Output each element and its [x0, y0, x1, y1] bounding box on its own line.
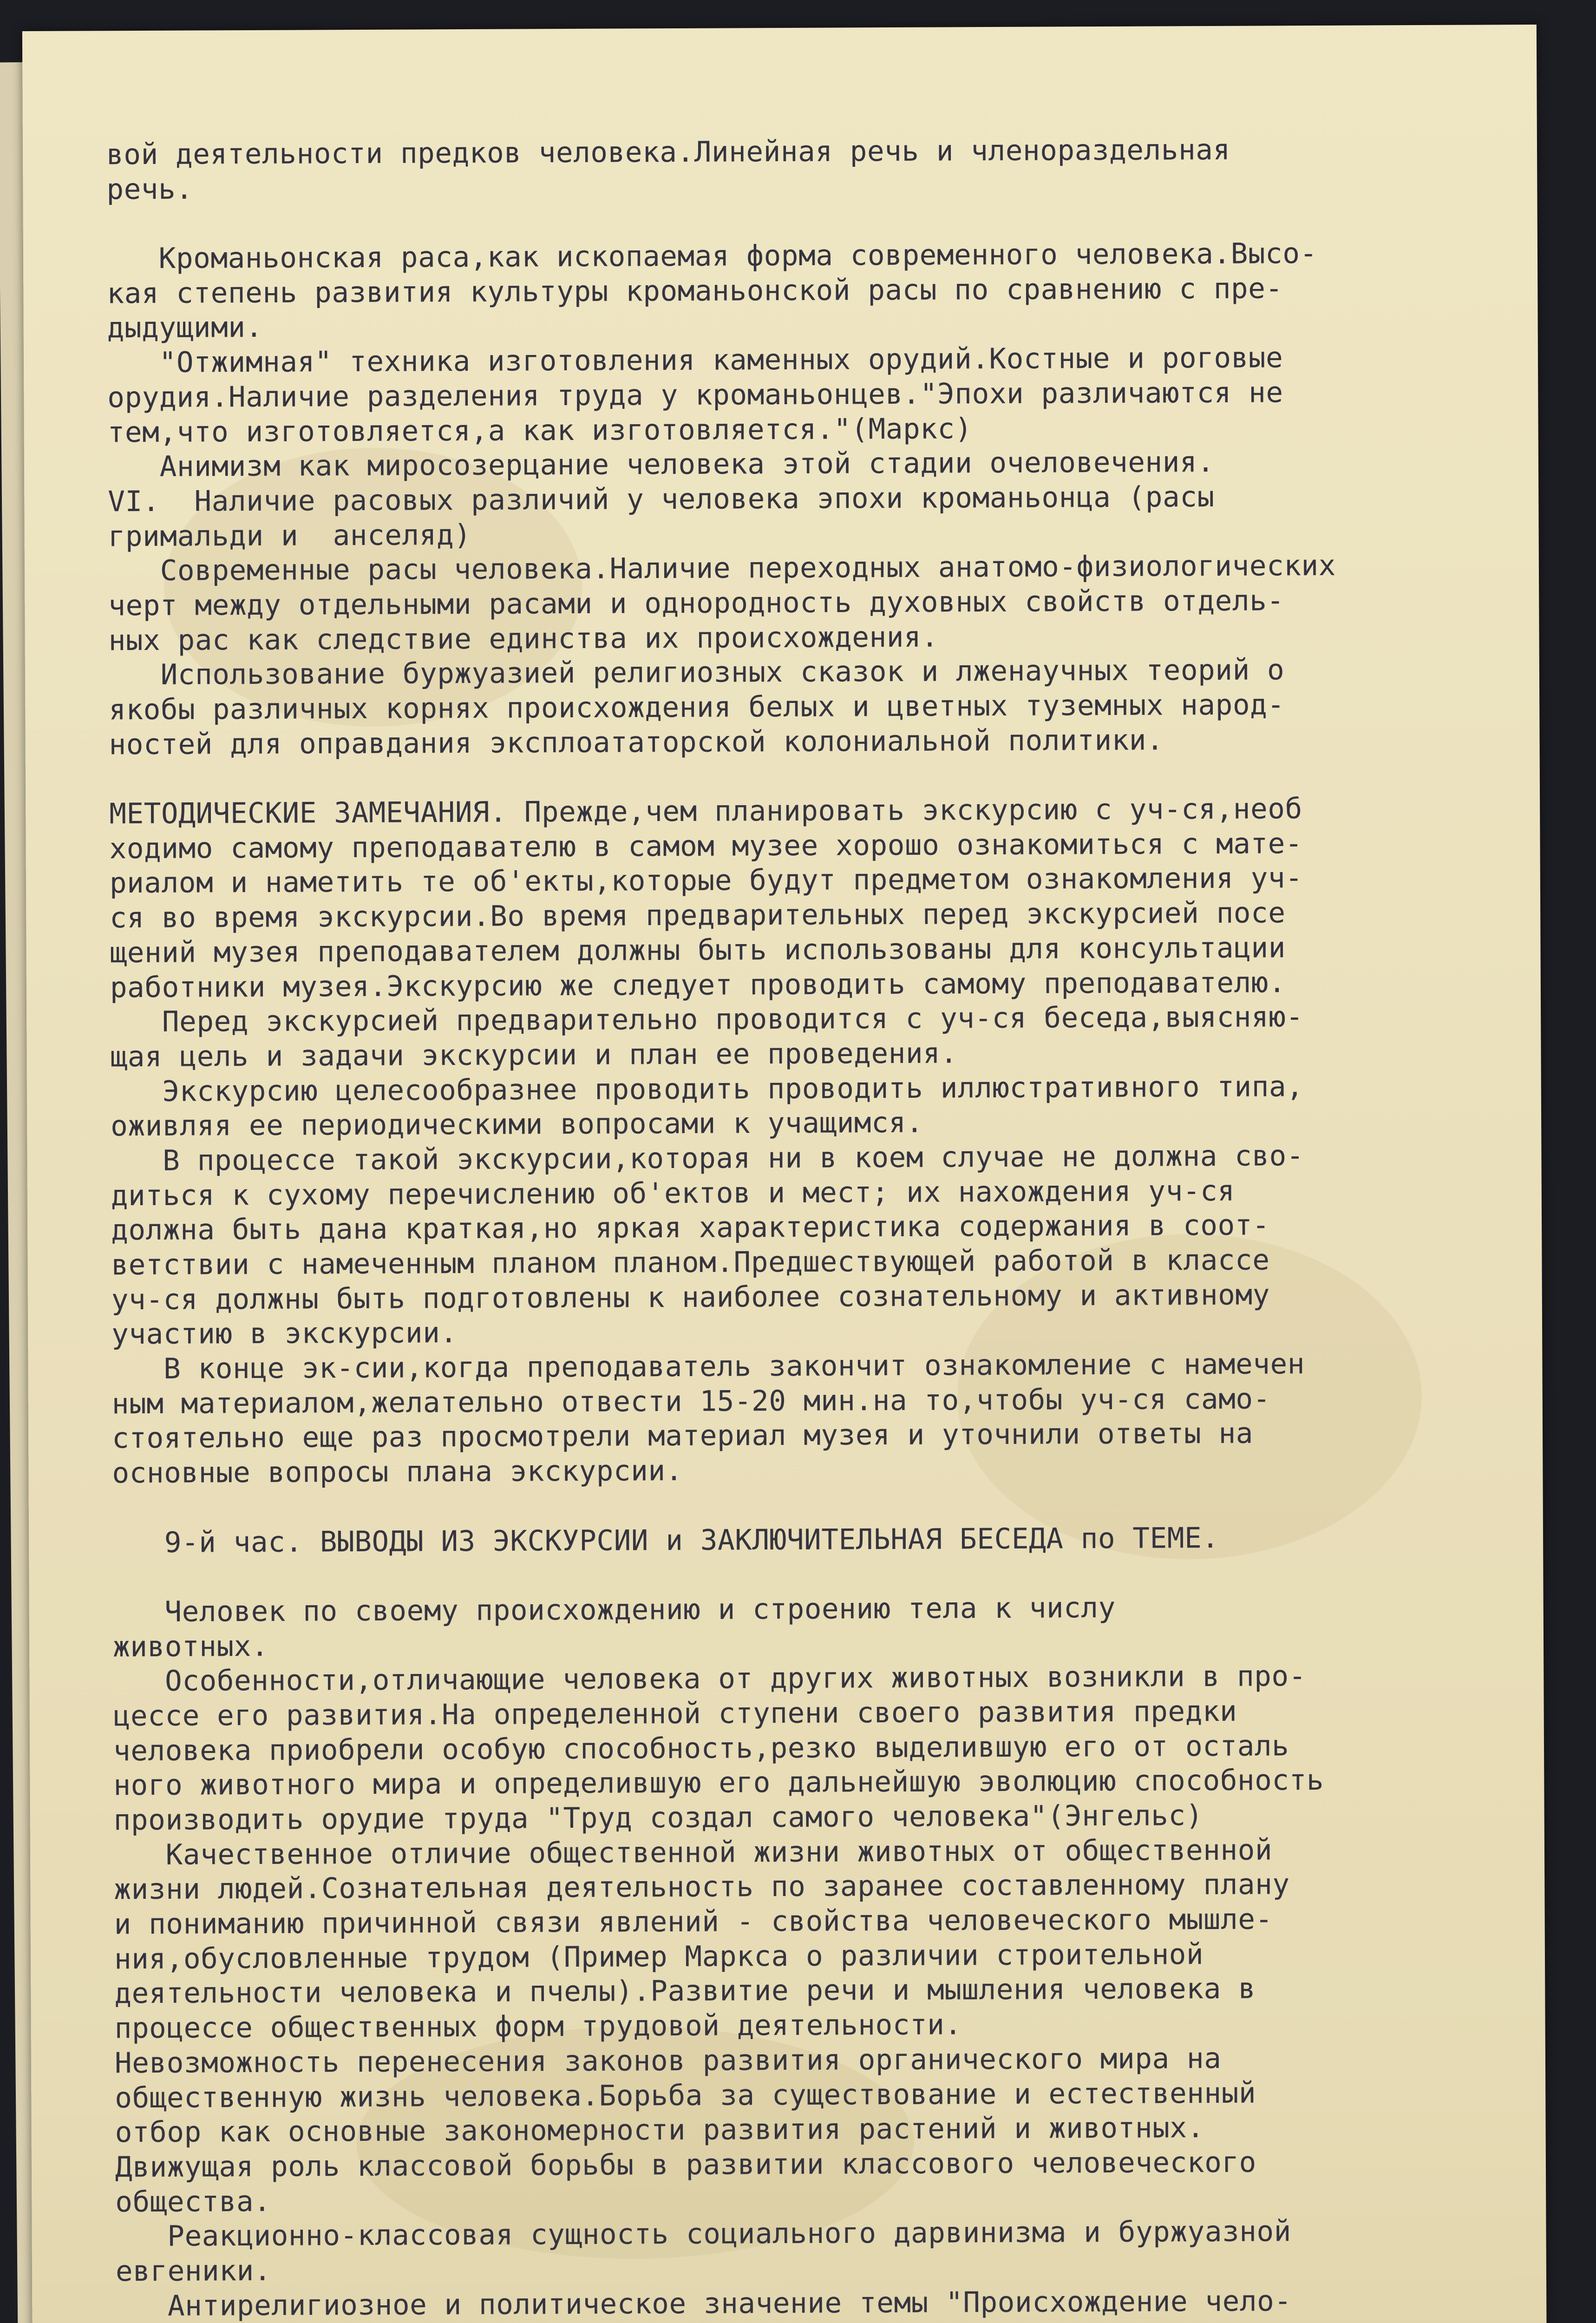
text-line: деятельности человека и пчелы).Развитие речи и мышления человека в — [114, 1972, 1256, 2010]
text-line: Особенности,отличающие человека от других животных возникли в про- — [113, 1660, 1307, 1698]
text-line: Современные расы человека.Наличие переходных анатомо-физиологических — [108, 549, 1336, 588]
text-line: якобы различных корнях происхождения белых и цветных туземных народ- — [109, 688, 1285, 727]
text-line: риалом и наметить те об'екты,которые будут предметом ознакомления уч- — [109, 861, 1303, 900]
text-line: евгеники. — [115, 2254, 272, 2288]
text-line: кая степень развития культуры кроманьонской расы по сравнению с пре- — [107, 272, 1283, 310]
text-line: речь. — [106, 172, 193, 206]
text-line: Реакционно-классовая сущность социального дарвинизма и буржуазной — [115, 2215, 1292, 2253]
text-line: щая цель и задачи экскурсии и план ее проведения. — [110, 1037, 958, 1074]
text-line: ся во время экскурсии.Во время предварительных перед экскурсией посе — [110, 896, 1286, 935]
text-line — [109, 756, 1512, 797]
text-line: Перед экскурсией предварительно проводится с уч-ся беседа,выясняю- — [110, 1000, 1303, 1039]
text-line: уч-ся должны быть подготовлены к наиболее сознательному и активному — [111, 1278, 1270, 1317]
text-line: черт между отдельными расами и однородность духовных свойств отдель- — [108, 584, 1284, 623]
text-line: основные вопросы плана экскурсии. — [112, 1454, 683, 1490]
text-line: отбор как основные закономерности развития растений и животных. — [115, 2111, 1204, 2149]
text-line: животных. — [112, 1629, 269, 1663]
text-line: участию в экскурсии. — [111, 1316, 458, 1351]
text-line: работники музея.Экскурсию же следует проводить самому преподавателю. — [110, 965, 1286, 1004]
text-line — [107, 201, 1510, 242]
text-line: дыдущими. — [107, 311, 263, 345]
text-line: производить орудие труда "Труд создал самого человека"(Энгельс) — [113, 1799, 1204, 1837]
text-line: Качественное отличие общественной жизни животных от общественной — [113, 1833, 1273, 1872]
text-line: ного животного мира и определившую его дальнейшую эволюцию способность — [113, 1764, 1324, 1802]
text-line: человека приобрели особую способность,резко выделившую его от осталь — [113, 1729, 1289, 1767]
text-line: оживляя ее периодическими вопросами к учащимся. — [111, 1106, 923, 1143]
text-line: ностей для оправдания эксплоататорской колониальной политики. — [109, 723, 1164, 761]
text-line: процессе общественных форм трудовой деятельности. — [114, 2008, 962, 2045]
text-line: ходимо самому преподавателю в самом музее хорошо ознакомиться с мате- — [109, 827, 1303, 866]
text-line — [112, 1485, 1515, 1526]
text-line: Человек по своему происхождению и строению тела к числу — [112, 1591, 1116, 1629]
text-line: стоятельно еще раз просмотрели материал музея и уточнили ответы на — [111, 1417, 1254, 1455]
text-line: цессе его развития.На определенной ступени своего развития предки — [113, 1694, 1237, 1733]
document-page — [22, 25, 1548, 2323]
text-line: Экскурсию целесообразнее проводить проводить иллюстративного типа, — [110, 1070, 1304, 1108]
text-line: В конце эк-сии,когда преподаватель закончит ознакомление с намечен — [111, 1347, 1305, 1386]
text-line: вой деятельности предков человека.Линейная речь и членораздельная — [106, 133, 1230, 171]
text-line: ветствии с намеченным планом планом.Предшествующей работой в классе — [111, 1243, 1270, 1282]
text-line — [112, 1554, 1515, 1595]
text-line: общественную жизнь человека.Борьба за существование и естественный — [115, 2076, 1256, 2114]
text-line: должна быть дана краткая,но яркая характеристика содержания в соот- — [111, 1208, 1270, 1247]
text-line: щений музея преподавателем должны быть использованы для консультации — [110, 931, 1286, 970]
text-line: Невозможность перенесения законов развития органического мира на — [114, 2041, 1222, 2080]
text-line: орудия.Наличие разделения труда у кроманьонцев."Эпохи различаются не — [107, 376, 1283, 414]
text-line: гримальди и анселяд) — [108, 518, 471, 553]
text-line: и пониманию причинной связи явлений - свойства человеческого мышле- — [114, 1903, 1273, 1941]
text-line: Использование буржуазией религиозных сказок и лженаучных теорий о — [108, 653, 1285, 692]
text-line: МЕТОДИЧЕСКИЕ ЗАМЕЧАНИЯ. Прежде,чем планировать экскурсию с уч-ся,необ — [109, 792, 1302, 831]
text-line: ным материалом,желательно отвести 15-20 мин.на то,чтобы уч-ся само- — [111, 1382, 1271, 1421]
text-line: общества. — [115, 2185, 271, 2218]
text-line: Антирелигиозное и политическое значение темы "Происхождение чело- — [116, 2284, 1292, 2323]
text-line: "Отжимная" техника изготовления каменных орудий.Костные и роговые — [107, 341, 1283, 380]
text-line: VI. Наличие расовых различий у человека эпохи кроманьонца (расы — [108, 480, 1215, 518]
text-line: Кроманьонская раса,как ископаемая форма современного человека.Высо- — [106, 237, 1317, 276]
typewritten-text — [106, 131, 1520, 2323]
text-line: ных рас как следствие единства их происхождения. — [108, 620, 939, 657]
text-line: ния,обусловленные трудом (Пример Маркса о различии строительной — [114, 1937, 1204, 1976]
text-line: жизни людей.Сознательная деятельность по заранее составленному плану — [114, 1868, 1290, 1906]
text-line: В процессе такой экскурсии,которая ни в коем случае не должна сво- — [111, 1139, 1304, 1178]
text-line: диться к сухому перечислению об'ектов и мест; их нахождения уч-ся — [111, 1174, 1235, 1212]
text-line: Движущая роль классовой борьбы в развитии классового человеческого — [115, 2146, 1256, 2184]
text-line: тем,что изготовляется,а как изготовляется."(Маркс) — [107, 412, 973, 449]
text-line: Анимизм как миросозерцание человека этой стадии очеловечения. — [107, 446, 1215, 484]
text-line: 9-й час. ВЫВОДЫ ИЗ ЭКСКУРСИИ и ЗАКЛЮЧИТЕЛЬНАЯ БЕСЕДА по ТЕМЕ. — [112, 1521, 1219, 1559]
